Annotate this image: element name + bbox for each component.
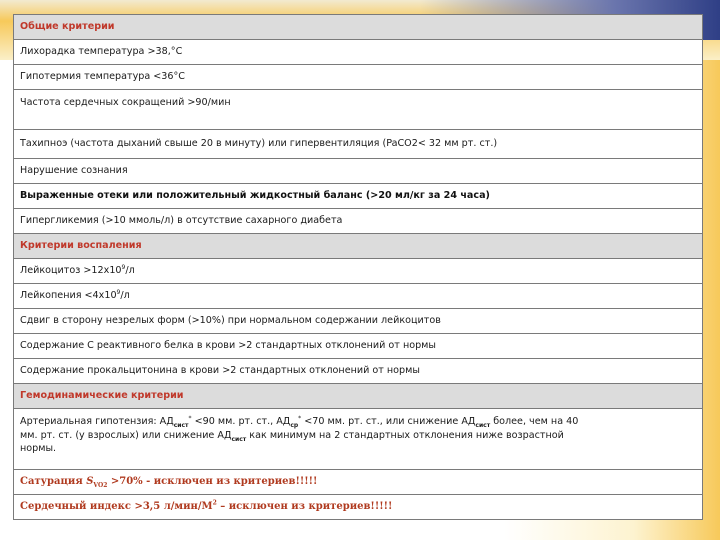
table-row	[14, 309, 703, 334]
table-row	[14, 359, 703, 384]
criterion-crp: Содержание С реактивного белка в крови >2 стандартных отклонений от нормы	[14, 334, 703, 359]
table-row	[14, 65, 703, 90]
table-row	[14, 90, 703, 130]
section-header-inflammation: Критерии воспаления	[14, 234, 703, 259]
criterion-heart-rate: Частота сердечных сокращений >90/мин	[14, 90, 703, 130]
criterion-consciousness: Нарушение сознания	[14, 159, 703, 184]
table-row	[14, 40, 703, 65]
table-row	[14, 209, 703, 234]
criterion-left-shift: Сдвиг в сторону незрелых форм (>10%) при нормальном содержании лейкоцитов	[14, 309, 703, 334]
table-row	[14, 234, 703, 259]
criterion-procalcitonin: Содержание прокальцитонина в крови >2 стандартных отклонений от нормы	[14, 359, 703, 384]
criterion-cardiac-index: Сердечный индекс >3,5 $л/мин/М^2$ – исключен из критериев!!!!!	[14, 495, 703, 520]
criterion-leukopenia: Лейкопения $<4x10^9/л$	[14, 284, 703, 309]
criterion-tachypnea: Тахипноэ (частота дыханий свыше 20 в минуту) или гипервентиляция (PaCO2< 32 мм рт. ст.)	[14, 130, 703, 159]
criteria-table	[13, 14, 703, 520]
section-header-hemodynamic: Гемодинамические критерии	[14, 384, 703, 409]
criterion-saturation: Сатурация $S_{VO2} >70\%$ - исключен из критериев!!!!!	[14, 470, 703, 495]
table-row	[14, 284, 703, 309]
criterion-fever: Лихорадка температура >38,°C	[14, 40, 703, 65]
criterion-edema: Выраженные отеки или положительный жидкостный баланс (>20 мл/кг за 24 часа)	[14, 184, 703, 209]
table-row	[14, 130, 703, 159]
table-row	[14, 495, 703, 520]
table-row	[14, 409, 703, 470]
criterion-hyperglycemia: Гипергликемия (>10 ммоль/л) в отсутствие сахарного диабета	[14, 209, 703, 234]
criterion-leukocytosis: Лейкоцитоз $>12x10^9/л$	[14, 259, 703, 284]
table-row	[14, 159, 703, 184]
table-row	[14, 184, 703, 209]
table-row	[14, 384, 703, 409]
table-row	[14, 259, 703, 284]
criterion-hypothermia: Гипотермия температура <36°C	[14, 65, 703, 90]
table-row	[14, 15, 703, 40]
table-row	[14, 334, 703, 359]
table-row	[14, 470, 703, 495]
criterion-hypotension: Артериальная гипотензия: $АД_{сист}^* <90$ мм. рт. ст., $АД_{ср}^* <70$ мм. рт. ст., или снижение $АД_{сист}$ более, чем на 40 мм. рт. ст. (у взрослых) или снижение $АД_{сист}$ как минимум на 2 стандартных отклонения ниже возрастной нормы.	[14, 409, 703, 470]
section-header-general: Общие критерии	[14, 15, 703, 40]
